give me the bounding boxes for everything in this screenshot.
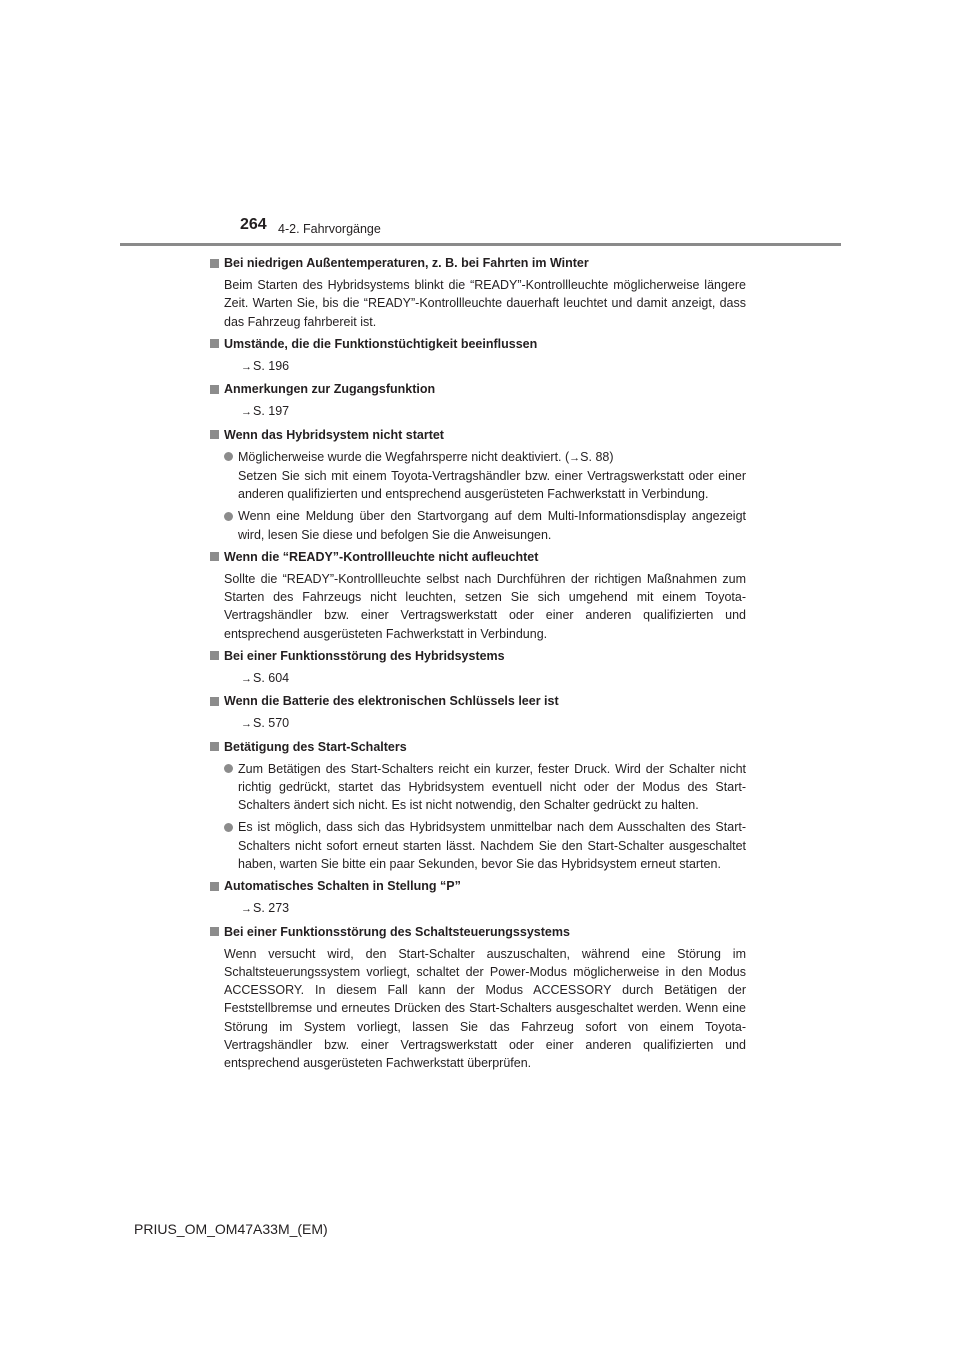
section-heading <box>210 548 746 566</box>
square-bullet-icon <box>210 651 219 660</box>
section-paragraph: Wenn versucht wird, den Start-Schalter auszuschalten, während eine Störung im Schaltsteuerungssystem vorliegt, schaltet der Power-Modus möglicherweise in den Modus ACCESSORY. In diesem Fall kann der Modus ACCESSORY durch Betätigen der Feststellbremse und erneutes Drücken des Start-Schalters ausgeschaltet werden. Wenn eine Störung im System vorliegt, lassen Sie das Fahrzeug sofort von einem Toyota-Vertragshändler bzw. einer Vertragswerkstatt oder einer anderen qualifizierten und entsprechend ausgerüsteten Fachwerkstatt überprüfen. <box>224 946 746 1070</box>
bullet-lead-text: Möglicherweise wurde die Wegfahrsperre nicht deaktiviert. ( <box>238 449 570 464</box>
bullet-item <box>224 507 746 543</box>
arrow-right-icon: → <box>241 718 252 731</box>
bullet-item <box>224 760 746 815</box>
heading-text: Anmerkungen zur Zugangsfunktion <box>224 382 436 397</box>
section-heading <box>210 647 746 665</box>
page-reference[interactable] <box>241 899 746 918</box>
arrow-right-icon: → <box>241 361 252 374</box>
round-bullet-icon <box>224 512 233 521</box>
reference-text: S. 273 <box>253 901 290 916</box>
square-bullet-icon <box>210 742 219 751</box>
square-bullet-icon <box>210 552 219 561</box>
header-rule <box>120 243 841 246</box>
reference-text: S. 196 <box>253 359 290 374</box>
reference-text: S. 604 <box>253 671 290 686</box>
inline-page-reference[interactable]: S. 88) <box>580 449 614 464</box>
section-ready-light-off <box>210 548 746 643</box>
document-code: PRIUS_OM_OM47A33M_(EM) <box>134 1221 328 1237</box>
section-function-conditions <box>210 335 746 376</box>
bullet-text: Wenn eine Meldung über den Startvorgang auf dem Multi-Informationsdisplay angezeigt wird, lesen Sie diese und befolgen Sie die Anweisungen. <box>238 509 746 542</box>
section-heading <box>210 426 746 444</box>
section-heading <box>210 923 746 941</box>
heading-text: Umstände, die die Funktionstüchtigkeit beeinflussen <box>224 336 538 351</box>
heading-text: Wenn die “READY”-Kontrollleuchte nicht aufleuchtet <box>224 549 539 564</box>
bullet-lead <box>238 448 746 467</box>
section-paragraph: Sollte die “READY”-Kontrollleuchte selbst nach Durchführen der richtigen Maßnahmen zum Starten des Fahrzeugs nicht leuchten, setzen Sie sich umgehend mit einem Toyota-Vertragshändler bzw. einer Vertragswerkstatt oder einer anderen qualifizierten und entsprechend ausgerüsteten Fachwerkstatt in Verbindung. <box>224 572 746 641</box>
arrow-right-icon: → <box>241 673 252 686</box>
section-shift-control-malfunction <box>210 923 746 1073</box>
arrow-right-icon: → <box>241 406 252 419</box>
round-bullet-icon <box>224 764 233 773</box>
square-bullet-icon <box>210 430 219 439</box>
round-bullet-icon <box>224 823 233 832</box>
page-reference[interactable] <box>241 402 746 421</box>
bullet-item <box>224 818 746 873</box>
square-bullet-icon <box>210 697 219 706</box>
bullet-text: Es ist möglich, dass sich das Hybridsystem unmittelbar nach dem Ausschalten des Start-Schalters nicht sofort erneut starten lässt. Nachdem Sie den Start-Schalter ausgeschaltet haben, warten Sie bitte ein paar Sekunden, bevor Sie das Hybridsystem erneut starten. <box>238 820 746 871</box>
heading-text: Bei einer Funktionsstörung des Hybridsystems <box>224 648 505 663</box>
page-content <box>210 254 746 1076</box>
heading-text: Betätigung des Start-Schalters <box>224 739 407 754</box>
heading-text: Bei niedrigen Außentemperaturen, z. B. bei Fahrten im Winter <box>224 256 589 270</box>
section-heading <box>210 380 746 398</box>
section-heading <box>210 254 746 272</box>
bullet-item <box>224 448 746 504</box>
section-hybrid-not-starting <box>210 426 746 544</box>
page-reference[interactable] <box>241 357 746 376</box>
section-label: 4-2. Fahrvorgänge <box>278 222 381 236</box>
heading-text: Wenn die Batterie des elektronischen Schlüssels leer ist <box>224 694 559 709</box>
page-reference[interactable] <box>241 714 746 733</box>
section-access-function <box>210 380 746 421</box>
section-paragraph: Beim Starten des Hybridsystems blinkt die “READY”-Kontrollleuchte möglicherweise längere Zeit. Warten Sie, bis die “READY”-Kontrollleuchte dauerhaft leuchtet und damit anzeigt, dass das Fahrzeug fahrbereit ist. <box>224 278 746 329</box>
reference-text: S. 197 <box>253 404 290 419</box>
section-hybrid-malfunction <box>210 647 746 688</box>
square-bullet-icon <box>210 259 219 268</box>
round-bullet-icon <box>224 452 233 461</box>
section-heading <box>210 692 746 710</box>
arrow-right-icon: → <box>241 903 252 916</box>
section-heading <box>210 738 746 756</box>
section-heading <box>210 877 746 895</box>
heading-text: Bei einer Funktionsstörung des Schaltsteuerungssystems <box>224 924 570 939</box>
heading-text: Automatisches Schalten in Stellung “P” <box>224 879 461 894</box>
section-start-switch-operation <box>210 738 746 873</box>
page-number: 264 <box>240 216 267 233</box>
section-auto-shift-p <box>210 877 746 918</box>
square-bullet-icon <box>210 882 219 891</box>
square-bullet-icon <box>210 339 219 348</box>
heading-text: Wenn das Hybridsystem nicht startet <box>224 427 444 442</box>
bullet-text: Setzen Sie sich mit einem Toyota-Vertragshändler bzw. einer Vertragswerkstatt oder einer anderen qualifizierten und entsprechend ausgerüsteten Fachwerkstatt in Verbindung. <box>238 469 746 502</box>
section-low-temperatures <box>210 254 746 331</box>
square-bullet-icon <box>210 385 219 394</box>
square-bullet-icon <box>210 927 219 936</box>
section-heading <box>210 335 746 353</box>
page-reference[interactable] <box>241 669 746 688</box>
bullet-text: Zum Betätigen des Start-Schalters reicht ein kurzer, fester Druck. Wird der Schalter nicht richtig gedrückt, startet das Hybridsystem eventuell nicht oder der Modus des Start-Schalters ändert sich nicht. Es ist nicht notwendig, den Schalter gedrückt zu halten. <box>238 761 746 813</box>
section-key-battery-empty <box>210 692 746 733</box>
reference-text: S. 570 <box>253 716 290 731</box>
arrow-right-icon: → <box>569 451 581 464</box>
